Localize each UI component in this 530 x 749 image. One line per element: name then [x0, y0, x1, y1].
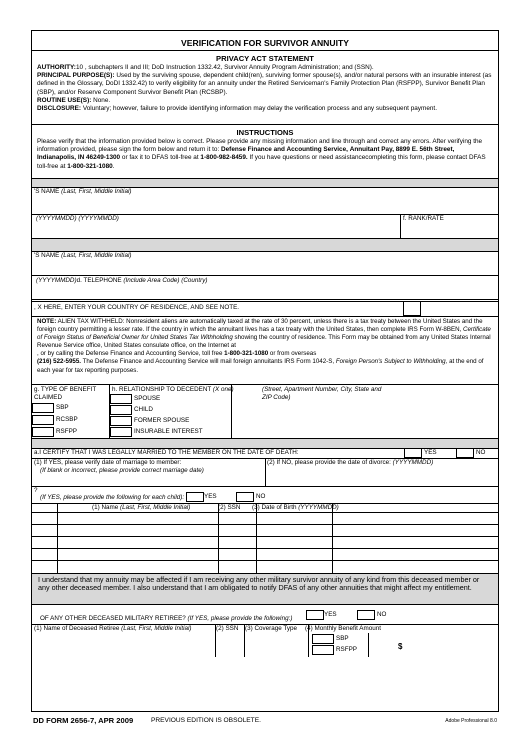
routine-use-label: ROUTINE USE(S): [37, 96, 92, 104]
other-retiree-no-label: NO [377, 611, 387, 618]
dollar-sign: $ [398, 642, 403, 651]
retiree-name-input[interactable] [33, 634, 214, 656]
authority-text: 10 , subchapters II and III; DoD Instruction 1332.42, Survivor Annuity Program Administration; and (SSN). [75, 64, 374, 71]
marriage-yes-label: YES [424, 449, 437, 456]
privacy-act-heading: PRIVACY ACT STATEMENT [216, 54, 314, 63]
rank-rate-label: f. RANK/RATE [403, 215, 444, 222]
privacy-act-statement [37, 64, 493, 113]
children-yes-label: YES [204, 493, 217, 500]
dfas-name: Defense Finance and Accounting Service, [221, 146, 348, 154]
principal-purpose-label: PRINCIPAL PURPOSE(S): [37, 72, 115, 80]
marriage-date-hint: (If blank or incorrect, please provide correct marriage date) [40, 467, 204, 474]
retiree-col-amount: (4) Monthly Benefit Amount [305, 625, 381, 632]
rsfpp-label: RSFPP [56, 428, 77, 435]
child-row-5[interactable] [58, 561, 498, 572]
contact-text: If you have questions or need assistancecompleting this form, please contact DFAS toll-free at [37, 154, 486, 170]
insurable-interest-label: INSURABLE INTEREST [134, 428, 203, 435]
survivor-annuity-form [31, 30, 499, 712]
divorce-date-input[interactable] [266, 467, 498, 485]
child-row-1[interactable] [58, 513, 498, 524]
monthly-benefit-input[interactable] [408, 634, 496, 656]
marriage-no-checkbox[interactable] [456, 448, 474, 458]
benefit-type-label: g. TYPE OF BENEFIT CLAIMED [34, 386, 97, 401]
children-yes-checkbox[interactable] [186, 492, 204, 502]
spouse-label: SPOUSE [134, 395, 161, 402]
authority-label: AUTHORITY: [37, 64, 76, 71]
residence-label: , X HERE, ENTER YOUR COUNTRY OF RESIDENCE, AND SEE NOTE. [34, 304, 240, 311]
form-number: DD FORM 2656-7, APR 2009 [33, 716, 134, 725]
former-spouse-label: FORMER SPOUSE [134, 417, 190, 424]
section-marriage-header [32, 439, 498, 448]
retiree-rsfpp-label: RSFPP [336, 646, 357, 653]
retiree-sbp-checkbox[interactable] [312, 634, 334, 644]
spouse-checkbox[interactable] [110, 394, 132, 404]
rcsbp-label: RCSBP [56, 416, 78, 423]
child-checkbox[interactable] [110, 405, 132, 415]
form-footer [31, 714, 499, 728]
routine-use-text: None. [93, 96, 111, 104]
instructions-text: Please verify that the information provided below is correct. Please provide any missing information and line through and correct any errors. After verifying the information provided, please sign the form below and return it to: Defense Finance and Accounting Service, Annuitant Pay, 8899 E. 56th Street, Indianapolis, IN 46249-1300 or fax it to DFAS toll-free at 1-800-982-8459. If you have questions or need assistancecompleting this form, please contact DFAS toll-free at 1-800-321-1080. [37, 138, 486, 170]
sbp-checkbox[interactable] [32, 403, 54, 413]
note-tollfree: 1-800-321-1080 [224, 350, 269, 358]
children-question: ? [34, 487, 38, 494]
marriage-yes-checkbox[interactable] [404, 448, 422, 458]
sbp-label: SBP [56, 404, 69, 411]
relationship-label: h. RELATIONSHIP TO DECEDENT (X one) [112, 386, 234, 393]
children-no-checkbox[interactable] [236, 492, 254, 502]
marriage-no-label: NO [476, 449, 486, 456]
member-name-input[interactable] [32, 195, 498, 215]
tax-note: NOTE: ALIEN TAX WITHHELD: Nonresident aliens are automatically taxed at the rate of 30 percent, unless there is a tax treaty between the United States and the foreign country permitting a lesser rate. If the country in which the annuitant lives has a tax treaty with the United States, then complete IRS Form W-8BEN, Certificate of Foreign Status of Beneficial Owner for United States Tax Withholding showing the country of residence. This Form may be obtained from any United States Internal Revenue Service office, United States consulate office, on the Internet at , or by calling the Defense Finance and Accounting Service, toll free 1-800-321-1080 or from overseas (216) 522-5955. The Defense Finance and Accounting Service will mail foreign annuitants IRS Form 1042-S, Foreign Person's Subject to Withholding, at the end of each year for tax reporting purposes. [37, 318, 491, 374]
previous-edition-note: PREVIOUS EDITION IS OBSOLETE. [151, 717, 261, 724]
instructions-heading: INSTRUCTIONS [236, 128, 294, 137]
annuitant-phone-input[interactable] [32, 285, 498, 299]
section-2-header [32, 239, 498, 251]
member-dates-input[interactable] [32, 223, 400, 237]
foreign-residence-checkbox[interactable] [403, 301, 421, 316]
child-label: CHILD [134, 406, 153, 413]
fax-number: 1-800-982-8459. [200, 154, 248, 162]
note-label: NOTE: [37, 318, 57, 325]
annuitant-name-label: 'S NAME (Last, First, Middle Initial) [34, 252, 132, 259]
member-dates-label: (YYYYMMDD) (YYYYMMDD) [36, 215, 119, 222]
annuitant-name-input[interactable] [32, 260, 498, 275]
retiree-ssn-input[interactable] [216, 634, 243, 656]
instructions-line: Please verify that the information provided below is correct. Please provide any missing information and line through and correct any errors. After verifying the information provided, please sign the form below and return it to: [37, 138, 483, 154]
other-retiree-yes-label: YES [324, 611, 337, 618]
country-of-residence-input[interactable] [421, 301, 498, 316]
divorce-date-label: (2) If NO, please provide the date of divorce: (YYYYMMDD) [267, 459, 434, 466]
children-no-label: NO [256, 493, 266, 500]
marriage-date-input[interactable] [32, 475, 265, 485]
other-retiree-yes-checkbox[interactable] [306, 610, 324, 620]
insurable-interest-checkbox[interactable] [110, 427, 132, 437]
section-1-header [32, 179, 498, 187]
children-col-ssn: (2) SSN [218, 504, 241, 511]
retiree-col-name: (1) Name of Deceased Retiree (Last, First, Middle Initial) [34, 625, 192, 632]
children-hint: (If YES, please provide the following for each child): [40, 494, 185, 501]
retiree-sbp-label: SBP [336, 635, 349, 642]
rank-rate-input[interactable] [401, 223, 498, 237]
dfas-address: Annuitant Pay, 8899 E. 56th Street, Indianapolis, IN 46249-1300 [37, 146, 455, 162]
address-input[interactable] [232, 403, 498, 437]
disclosure-label: DISCLOSURE: [37, 105, 82, 113]
child-row-4[interactable] [58, 549, 498, 560]
rcsbp-checkbox[interactable] [32, 415, 54, 425]
certify-marriage-label: a.I CERTIFY THAT I WAS LEGALLY MARRIED TO THE MEMBER ON THE DATE OF DEATH: [34, 449, 299, 456]
fax-text: or fax it to DFAS toll-free at [121, 154, 199, 162]
marriage-date-label: (1) If YES, please verify date of marriage to member: [34, 459, 182, 466]
disclosure-text: Voluntary; however, failure to provide identifying information may delay the verification process and any subsequent payment. [82, 105, 437, 113]
child-row-3[interactable] [58, 537, 498, 548]
form-title: VERIFICATION FOR SURVIVOR ANNUITY [181, 38, 349, 48]
retiree-col-ssn: (2) SSN [216, 625, 239, 632]
children-col-dob: (3) Date of Birth (YYYYMMDD) [252, 504, 339, 511]
child-row-2[interactable] [58, 525, 498, 536]
adobe-version: Adobe Professional 8.0 [445, 718, 497, 724]
other-retiree-no-checkbox[interactable] [357, 610, 375, 620]
other-annuity-notice: I understand that my annuity may be affected if I am receiving any other military survivor annuity of any kind from this deceased member or any other deceased member. I also understand that I am obligated to notify DFAS of any other annuities that might affect my entitlement. [38, 575, 480, 593]
address-label: (Street, Apartment Number, City, State and ZIP Code) [262, 386, 382, 401]
contact-phone: 1-800-321-1080 [67, 162, 113, 170]
retiree-rsfpp-checkbox[interactable] [312, 645, 334, 655]
children-col-name: (1) Name (Last, First, Middle Initial) [92, 504, 191, 511]
retiree-col-coverage: (3) Coverage Type [245, 625, 298, 632]
rsfpp-checkbox[interactable] [32, 427, 54, 437]
note-overseas: (216) 522-5955. [37, 358, 82, 366]
former-spouse-checkbox[interactable] [110, 416, 132, 426]
annuitant-dob-phone-label: (YYYYMMDD)d. TELEPHONE (Include Area Code) (Country) [36, 277, 208, 284]
principal-purpose-text: Used by the surviving spouse, dependent child(ren), surviving former spouse(s), and/or natural persons with an insurable interest (as defined in the Glossary, DoDI 1332.42) to verify eligibility for an annuity under the Retired Serviceman's Family Protection Plan (RSFPP), Survivor Benefit Plan (SBP), and/or Reserve Component Survivor Benefit Plan (RCSBP). [37, 72, 492, 96]
other-retiree-question: OF ANY OTHER DECEASED MILITARY RETIREE? (If YES, please provide the following:) [40, 615, 293, 622]
member-name-label: 'S NAME (Last, First, Middle Initial) [34, 188, 132, 195]
